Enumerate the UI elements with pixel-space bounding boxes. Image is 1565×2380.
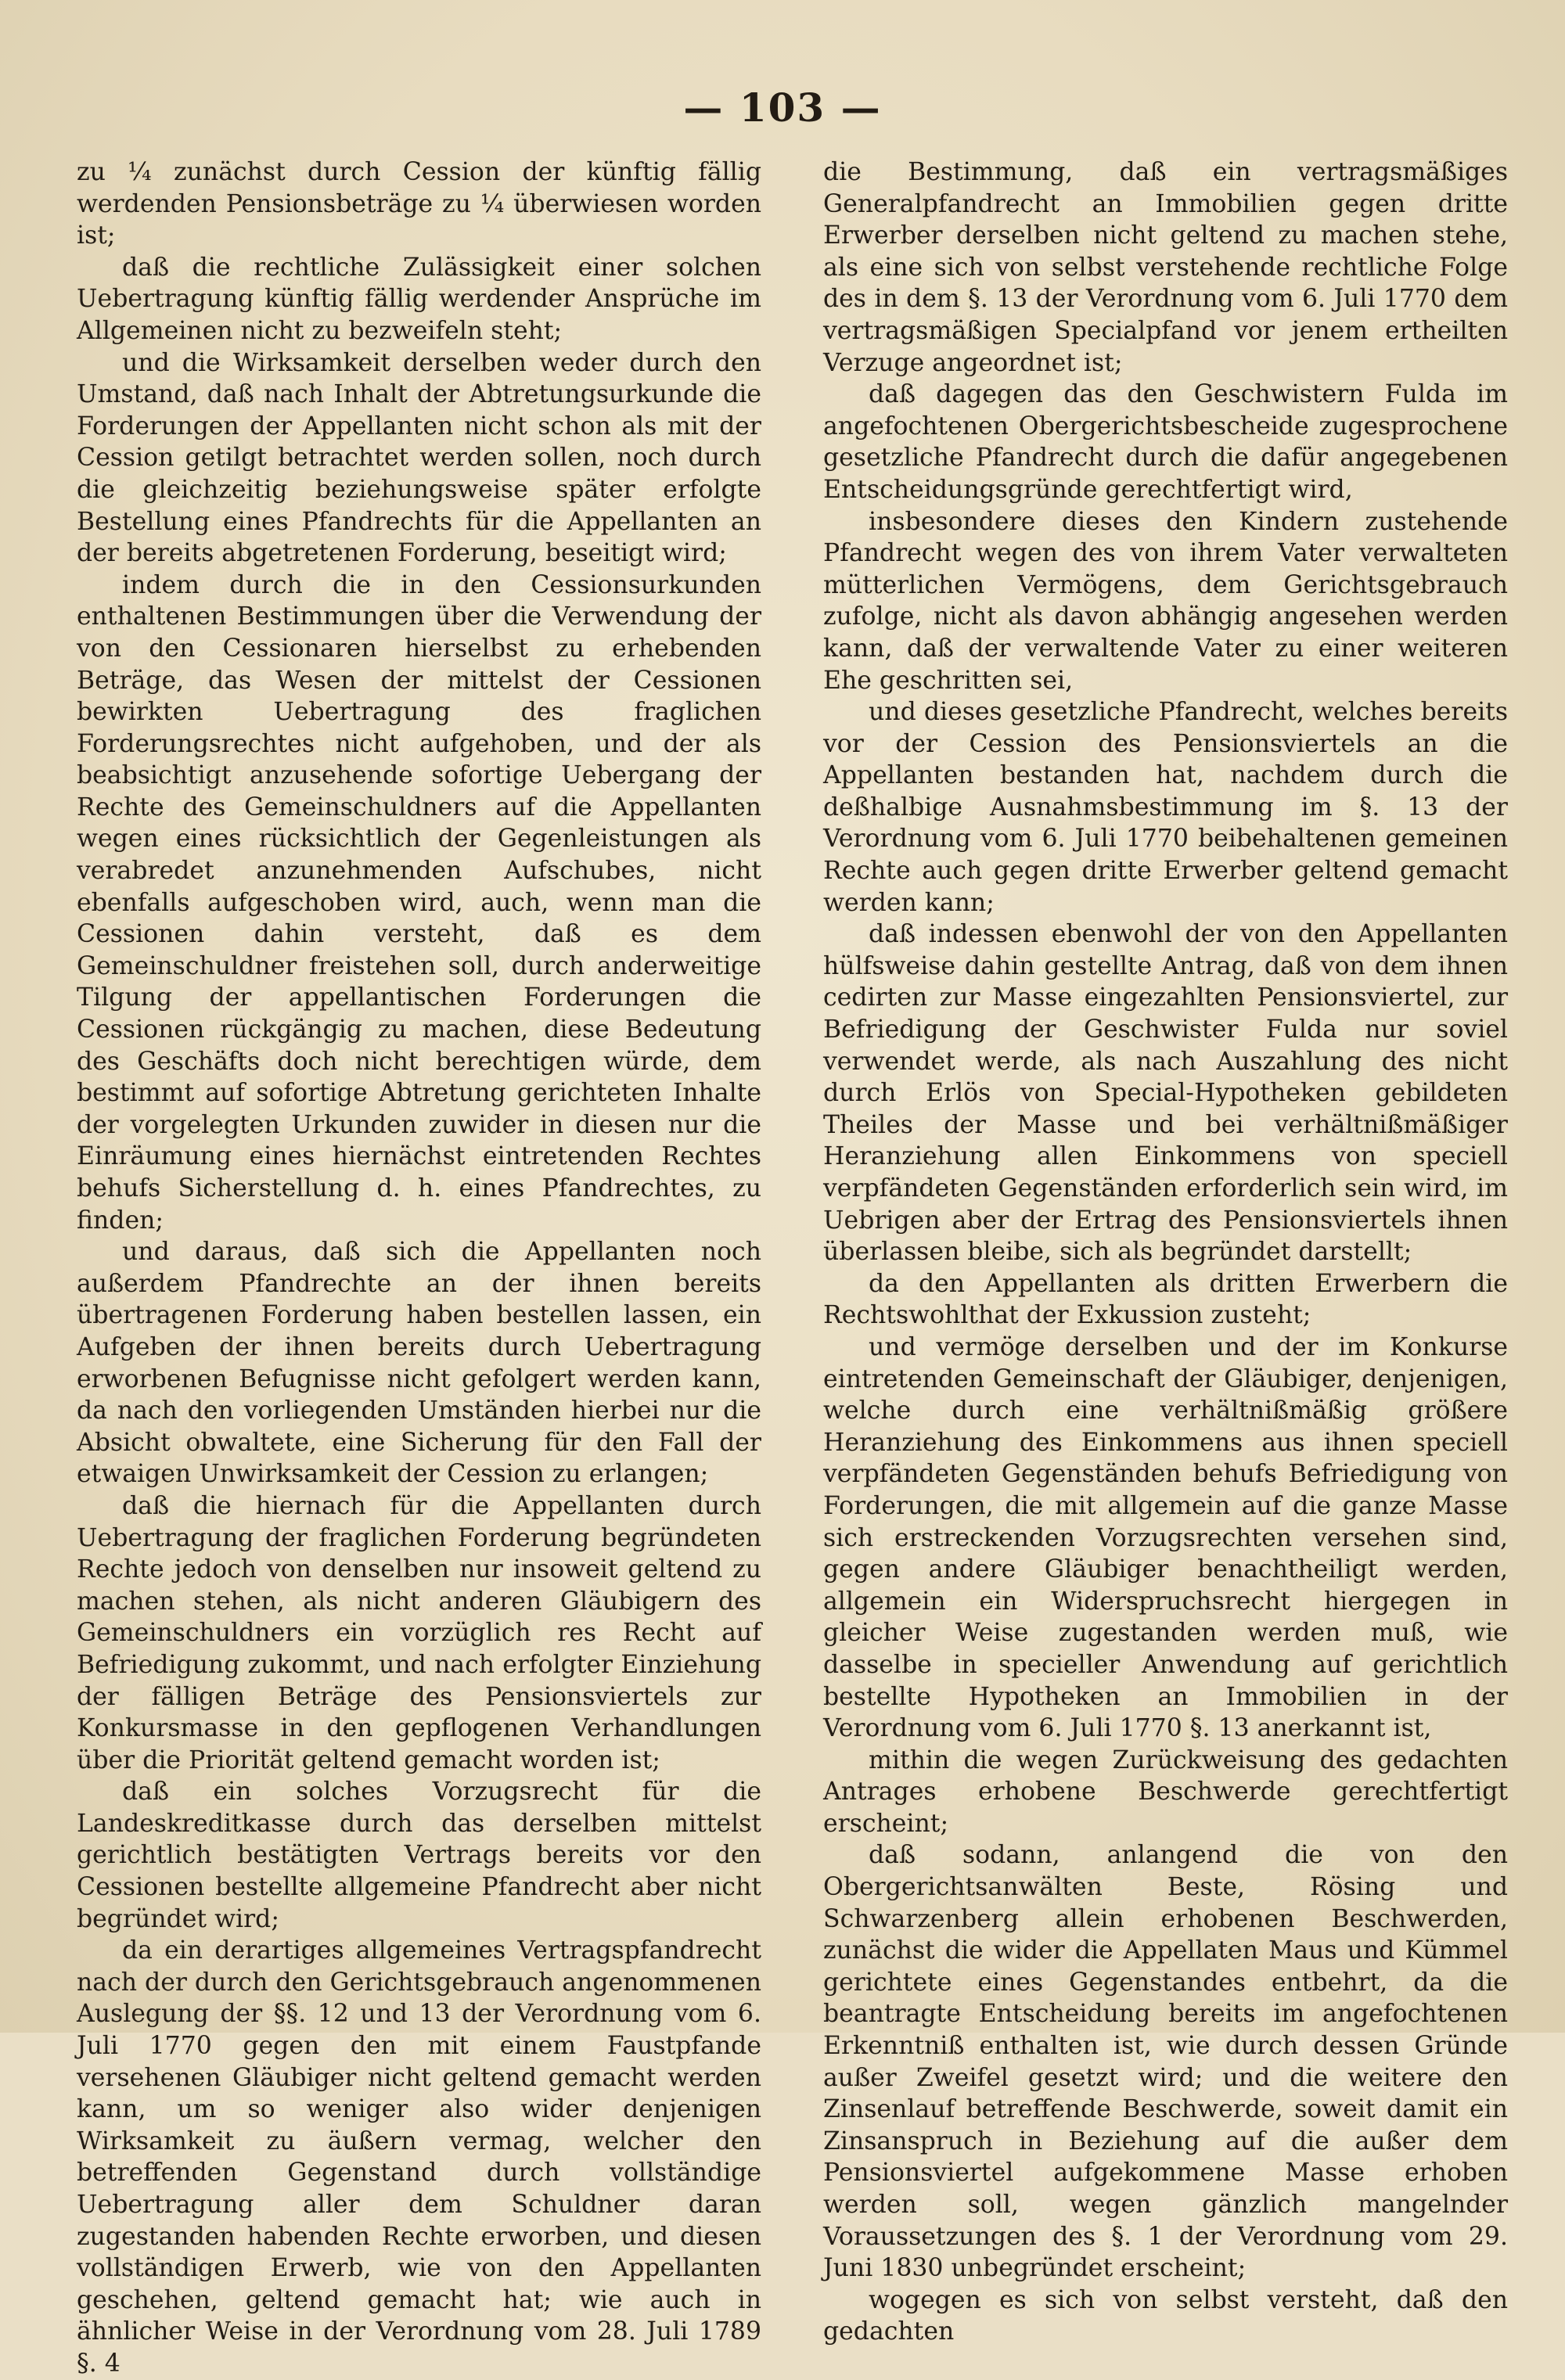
paragraph: daß dagegen das den Geschwistern Fulda im angefochtenen Obergerichtsbescheide zugesprochene gesetzliche Pfandrecht durch die dafür angegebenen Entscheidungsgründe gerechtfertigt wird, <box>823 380 1508 504</box>
paragraph: insbesondere dieses den Kindern zustehende Pfandrecht wegen des von ihrem Vater verwalteten mütterlichen Vermögens, dem Gerichtsgebrauch zufolge, nicht als davon abhängig angesehen werden kann, daß der verwaltende Vater zu einer weiteren Ehe geschritten sei, <box>823 507 1508 695</box>
paragraph: und dieses gesetzliche Pfandrecht, welches bereits vor der Cession des Pensionsviertels an die Appellanten bestanden hat, nachdem durch die deßhalbige Ausnahmsbestimmung im §. 13 der Verordnung vom 6. Juli 1770 beibehaltenen gemeinen Rechte auch gegen dritte Erwerber geltend gemacht werden kann; <box>823 698 1508 917</box>
left-column <box>77 156 761 2380</box>
paragraph: und daraus, daß sich die Appellanten noch außerdem Pfandrechte an der ihnen bereits übertragenen Forderung haben bestellen lassen, ein Aufgeben der ihnen bereits durch Uebertragung erworbenen Befugnisse nicht gefolgert werden kann, da nach den vorliegenden Umständen hierbei nur die Absicht obwaltete, eine Sicherung für den Fall der etwaigen Unwirksamkeit der Cession zu erlangen; <box>77 1238 761 1489</box>
paragraph: da den Appellanten als dritten Erwerbern die Rechtswohlthat der Exkussion zusteht; <box>823 1269 1508 1330</box>
paragraph: zu ¼ zunächst durch Cession der künftig fällig werdenden Pensionsbeträge zu ¼ überwiesen worden ist; <box>77 158 761 250</box>
paragraph: daß indessen ebenwohl der von den Appellanten hülfsweise dahin gestellte Antrag, daß von dem ihnen cedirten zur Masse eingezahlten Pensionsviertel, zur Befriedigung der Geschwister Fulda nur soviel verwendet werde, als nach Auszahlung des nicht durch Erlös von Special-Hypotheken gebildeten Theiles der Masse und bei verhältnißmäßiger Heranziehung allen Einkommens von speciell verpfändeten Gegenständen erforderlich sein wird, im Uebrigen aber der Ertrag des Pensionsviertels ihnen überlassen bleibe, sich als begründet darstellt; <box>823 920 1508 1267</box>
paragraph: daß ein solches Vorzugsrecht für die Landeskreditkasse durch das derselben mittelst gerichtlich bestätigten Vertrags bereits vor den Cessionen bestellte allgemeine Pfandrecht aber nicht begründet wird; <box>77 1778 761 1933</box>
paragraph: daß die hiernach für die Appellanten durch Uebertragung der fraglichen Forderung begründeten Rechte jedoch von denselben nur insoweit geltend zu machen stehen, als nicht anderen Gläubigern des Gemeinschuldners ein vorzüglich res Recht auf Befriedigung zukommt, und nach erfolgter Einziehung der fälligen Beträge des Pensionsviertels zur Konkursmasse in den gepflogenen Verhandlungen über die Priorität geltend gemacht worden ist; <box>77 1491 761 1774</box>
paragraph: da ein derartiges allgemeines Vertragspfandrecht nach der durch den Gerichtsgebrauch angenommenen Auslegung der §§. 12 und 13 der Verordnung vom 6. Juli 1770 gegen den mit einem Faustpfande versehenen Gläubiger nicht geltend gemacht werden kann, um so weniger also wider denjenigen Wirksamkeit zu äußern vermag, welcher den betreffenden Gegenstand durch vollständige Uebertragung aller dem Schuldner daran zugestanden habenden Rechte erworben, und diesen vollständigen Erwerb, wie von den Appellanten geschehen, geltend gemacht hat; wie auch in ähnlicher Weise in der Verordnung vom 28. Juli 1789 §. 4 <box>77 1936 761 2378</box>
paragraph: und die Wirksamkeit derselben weder durch den Umstand, daß nach Inhalt der Abtretungsurkunde die Forderungen der Appellanten nicht schon als mit der Cession getilgt betrachtet werden sollen, noch durch die gleichzeitig beziehungsweise später erfolgte Bestellung eines Pfandrechts für die Appellanten an der bereits abgetretenen Forderung, beseitigt wird; <box>77 348 761 568</box>
paragraph: daß sodann, anlangend die von den Obergerichtsanwälten Beste, Rösing und Schwarzenberg allein erhobenen Beschwerden, zunächst die wider die Appellaten Maus und Kümmel gerichtete eines Gegenstandes entbehrt, da die beantragte Entscheidung bereits im angefochtenen Erkenntniß enthalten ist, wie durch dessen Gründe außer Zweifel gesetzt wird; und die weitere den Zinsenlauf betreffende Beschwerde, soweit damit ein Zinsanspruch in Beziehung auf die außer dem Pensionsviertel aufgekommene Masse erhoben werden soll, wegen gänzlich mangelnder Voraussetzungen des §. 1 der Verordnung vom 29. Juni 1830 unbegründet erscheint; <box>823 1841 1508 2283</box>
paragraph: und vermöge derselben und der im Konkurse eintretenden Gemeinschaft der Gläubiger, denjenigen, welche durch eine verhältnißmäßig größere Heranziehung des Einkommens aus ihnen speciell verpfändeten Gegenständen behufs Befriedigung von Forderungen, die mit allgemein auf die ganze Masse sich erstreckenden Vorzugsrechten versehen sind, gegen andere Gläubiger benachtheiligt werden, allgemein ein Widerspruchsrecht hiergegen in gleicher Weise zugestanden werden muß, wie dasselbe in specieller Anwendung auf gerichtlich bestellte Hypotheken an Immobilien in der Verordnung vom 6. Juli 1770 §. 13 anerkannt ist, <box>823 1332 1508 1743</box>
page-number: — 103 — <box>683 84 882 131</box>
paragraph: indem durch die in den Cessionsurkunden enthaltenen Bestimmungen über die Verwendung der von den Cessionaren hierselbst zu erhebenden Beträge, das Wesen der mittelst der Cessionen bewirkten Uebertragung des fraglichen Forderungsrechtes nicht aufgehoben, und der als beabsichtigt anzusehende sofortige Uebergang der Rechte des Gemeinschuldners auf die Appellanten wegen eines rücksichtlich der Gegenleistungen als verabredet anzunehmenden Aufschubes, nicht ebenfalls aufgeschoben wird, auch, wenn man die Cessionen dahin versteht, daß es dem Gemeinschuldner freistehen soll, durch anderweitige Tilgung der appellantischen Forderungen die Cessionen rückgängig zu machen, diese Bedeutung des Geschäfts doch nicht berechtigen würde, dem bestimmt auf sofortige Abtretung gerichteten Inhalte der vorgelegten Urkunden zuwider in diesen nur die Einräumung eines hiernächst eintretenden Rechtes behufs Sicherstellung d. h. eines Pfandrechtes, zu finden; <box>77 570 761 1235</box>
paragraph: die Bestimmung, daß ein vertragsmäßiges Generalpfandrecht an Immobilien gegen dritte Erwerber derselben nicht geltend zu machen stehe, als eine sich von selbst verstehende rechtliche Folge des in dem §. 13 der Verordnung vom 6. Juli 1770 dem vertragsmäßigen Specialpfand vor jenem ertheilten Verzuge angeordnet ist; <box>823 158 1508 377</box>
paragraph: mithin die wegen Zurückweisung des gedachten Antrages erhobene Beschwerde gerechtfertigt erscheint; <box>823 1745 1508 1838</box>
right-column <box>823 156 1508 2348</box>
paragraph: wogegen es sich von selbst versteht, daß den gedachten <box>823 2285 1508 2346</box>
paragraph: daß die rechtliche Zulässigkeit einer solchen Uebertragung künftig fällig werdender Ansprüche im Allgemeinen nicht zu bezweifeln steht; <box>77 253 761 345</box>
